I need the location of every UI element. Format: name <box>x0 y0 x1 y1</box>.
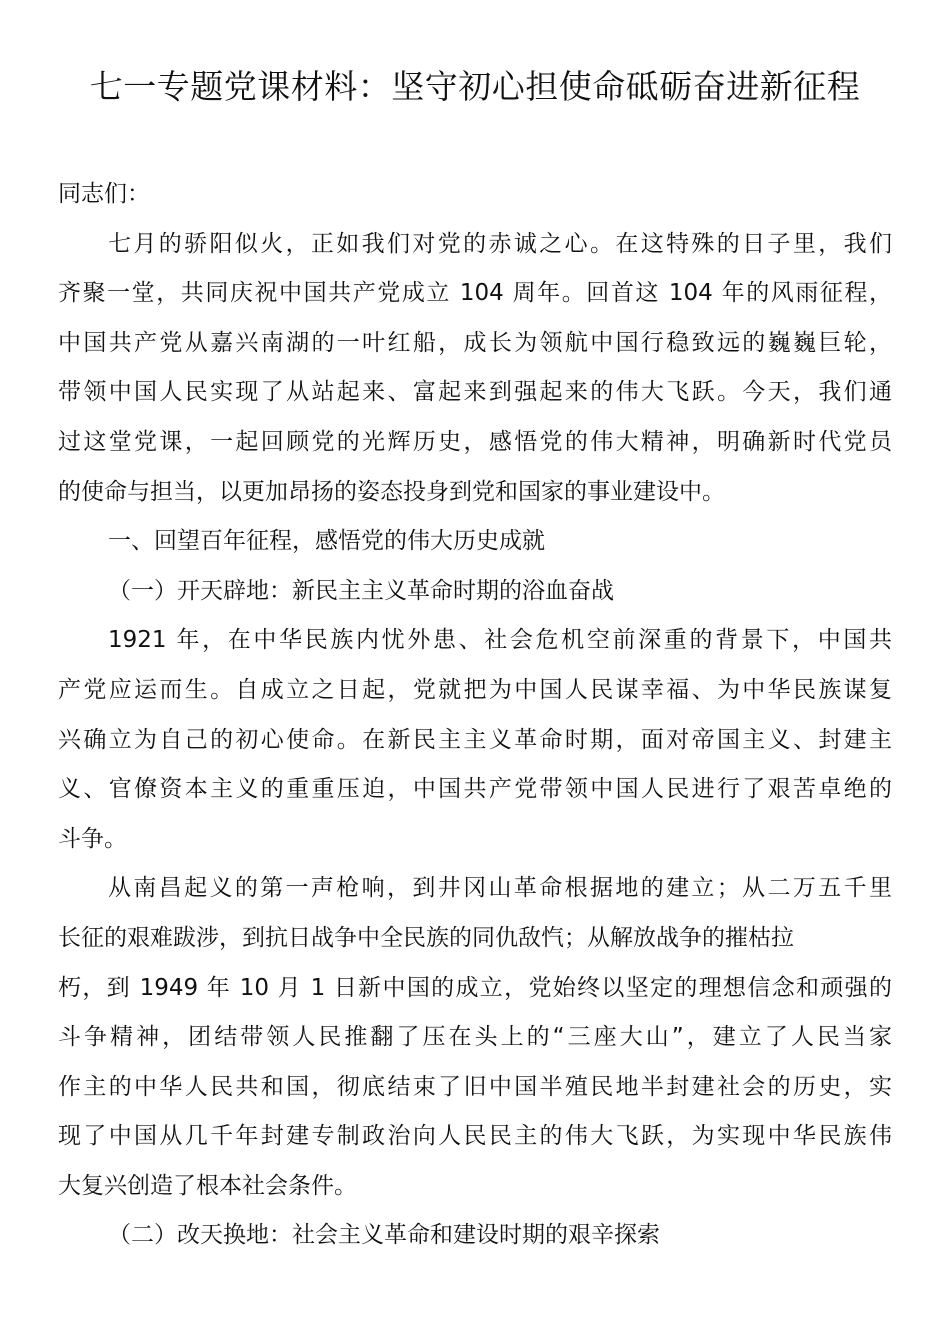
text-line: 七月的骄阳似火，正如我们对党的赤诚之心。在这特殊的日子里，我们 <box>108 230 892 257</box>
paragraph-revolution <box>58 864 892 1211</box>
text-line: 齐聚一堂，共同庆祝中国共产党成立 104 周年。回首这 104 年的风雨征程， <box>58 280 892 307</box>
text-line: 兴确立为自己的初心使命。在新民主主义革命时期，面对帝国主义、封建主 <box>58 726 892 753</box>
text-line: 产党应运而生。自成立之日起，党就把为中国人民谋幸福、为中华民族谋复 <box>58 676 892 703</box>
text-line: 斗争精神，团结带领人民推翻了压在头上的“三座大山”，建立了人民当家 <box>58 1024 892 1051</box>
greeting: 同志们： <box>58 181 150 207</box>
text-line: 过这堂党课，一起回顾党的光辉历史，感悟党的伟大精神，明确新时代党员 <box>58 428 892 455</box>
text-line: 作主的中华人民共和国，彻底结束了旧中国半殖民地半封建社会的历史，实 <box>58 1073 892 1100</box>
text-line: 带领中国人民实现了从站起来、富起来到强起来的伟大飞跃。今天，我们通 <box>58 379 892 406</box>
paragraph-founding <box>58 616 892 864</box>
document-title: 七一专题党课材料：坚守初心担使命砥砺奋进新征程 <box>89 67 861 106</box>
text-line: 义、官僚资本主义的重重压迫，中国共产党带领中国人民进行了艰苦卓绝的 <box>58 776 892 803</box>
text-line: 的使命与担当，以更加昂扬的姿态投身到党和国家的事业建设中。 <box>58 478 725 505</box>
subsection-heading: （一）开天辟地：新民主主义革命时期的浴血奋战 <box>108 577 614 604</box>
text-line: 现了中国从几千年封建专制政治向人民民主的伟大飞跃，为实现中华民族伟 <box>58 1123 892 1150</box>
subsection-heading: （二）改天换地：社会主义革命和建设时期的艰辛探索 <box>108 1222 660 1249</box>
text-line: 从南昌起义的第一声枪响，到井冈山革命根据地的建立；从二万五千里 <box>108 875 892 902</box>
text-line: 长征的艰难跋涉，到抗日战争中全民族的同仇敌忾；从解放战争的摧枯拉 <box>58 924 794 951</box>
text-line: 斗争。 <box>58 825 127 852</box>
text-line: 中国共产党从嘉兴南湖的一叶红船，成长为领航中国行稳致远的巍巍巨轮， <box>58 329 892 356</box>
document-body <box>58 170 892 1261</box>
text-line: 朽，到 1949 年 10 月 1 日新中国的成立，党始终以坚定的理想信念和顽强的 <box>58 974 892 1001</box>
section-heading: 一、回望百年征程，感悟党的伟大历史成就 <box>108 528 545 555</box>
paragraph-intro <box>58 220 892 518</box>
text-line: 大复兴创造了根本社会条件。 <box>58 1172 357 1199</box>
text-line: 1921 年，在中华民族内忧外患、社会危机空前深重的背景下，中国共 <box>108 627 892 654</box>
